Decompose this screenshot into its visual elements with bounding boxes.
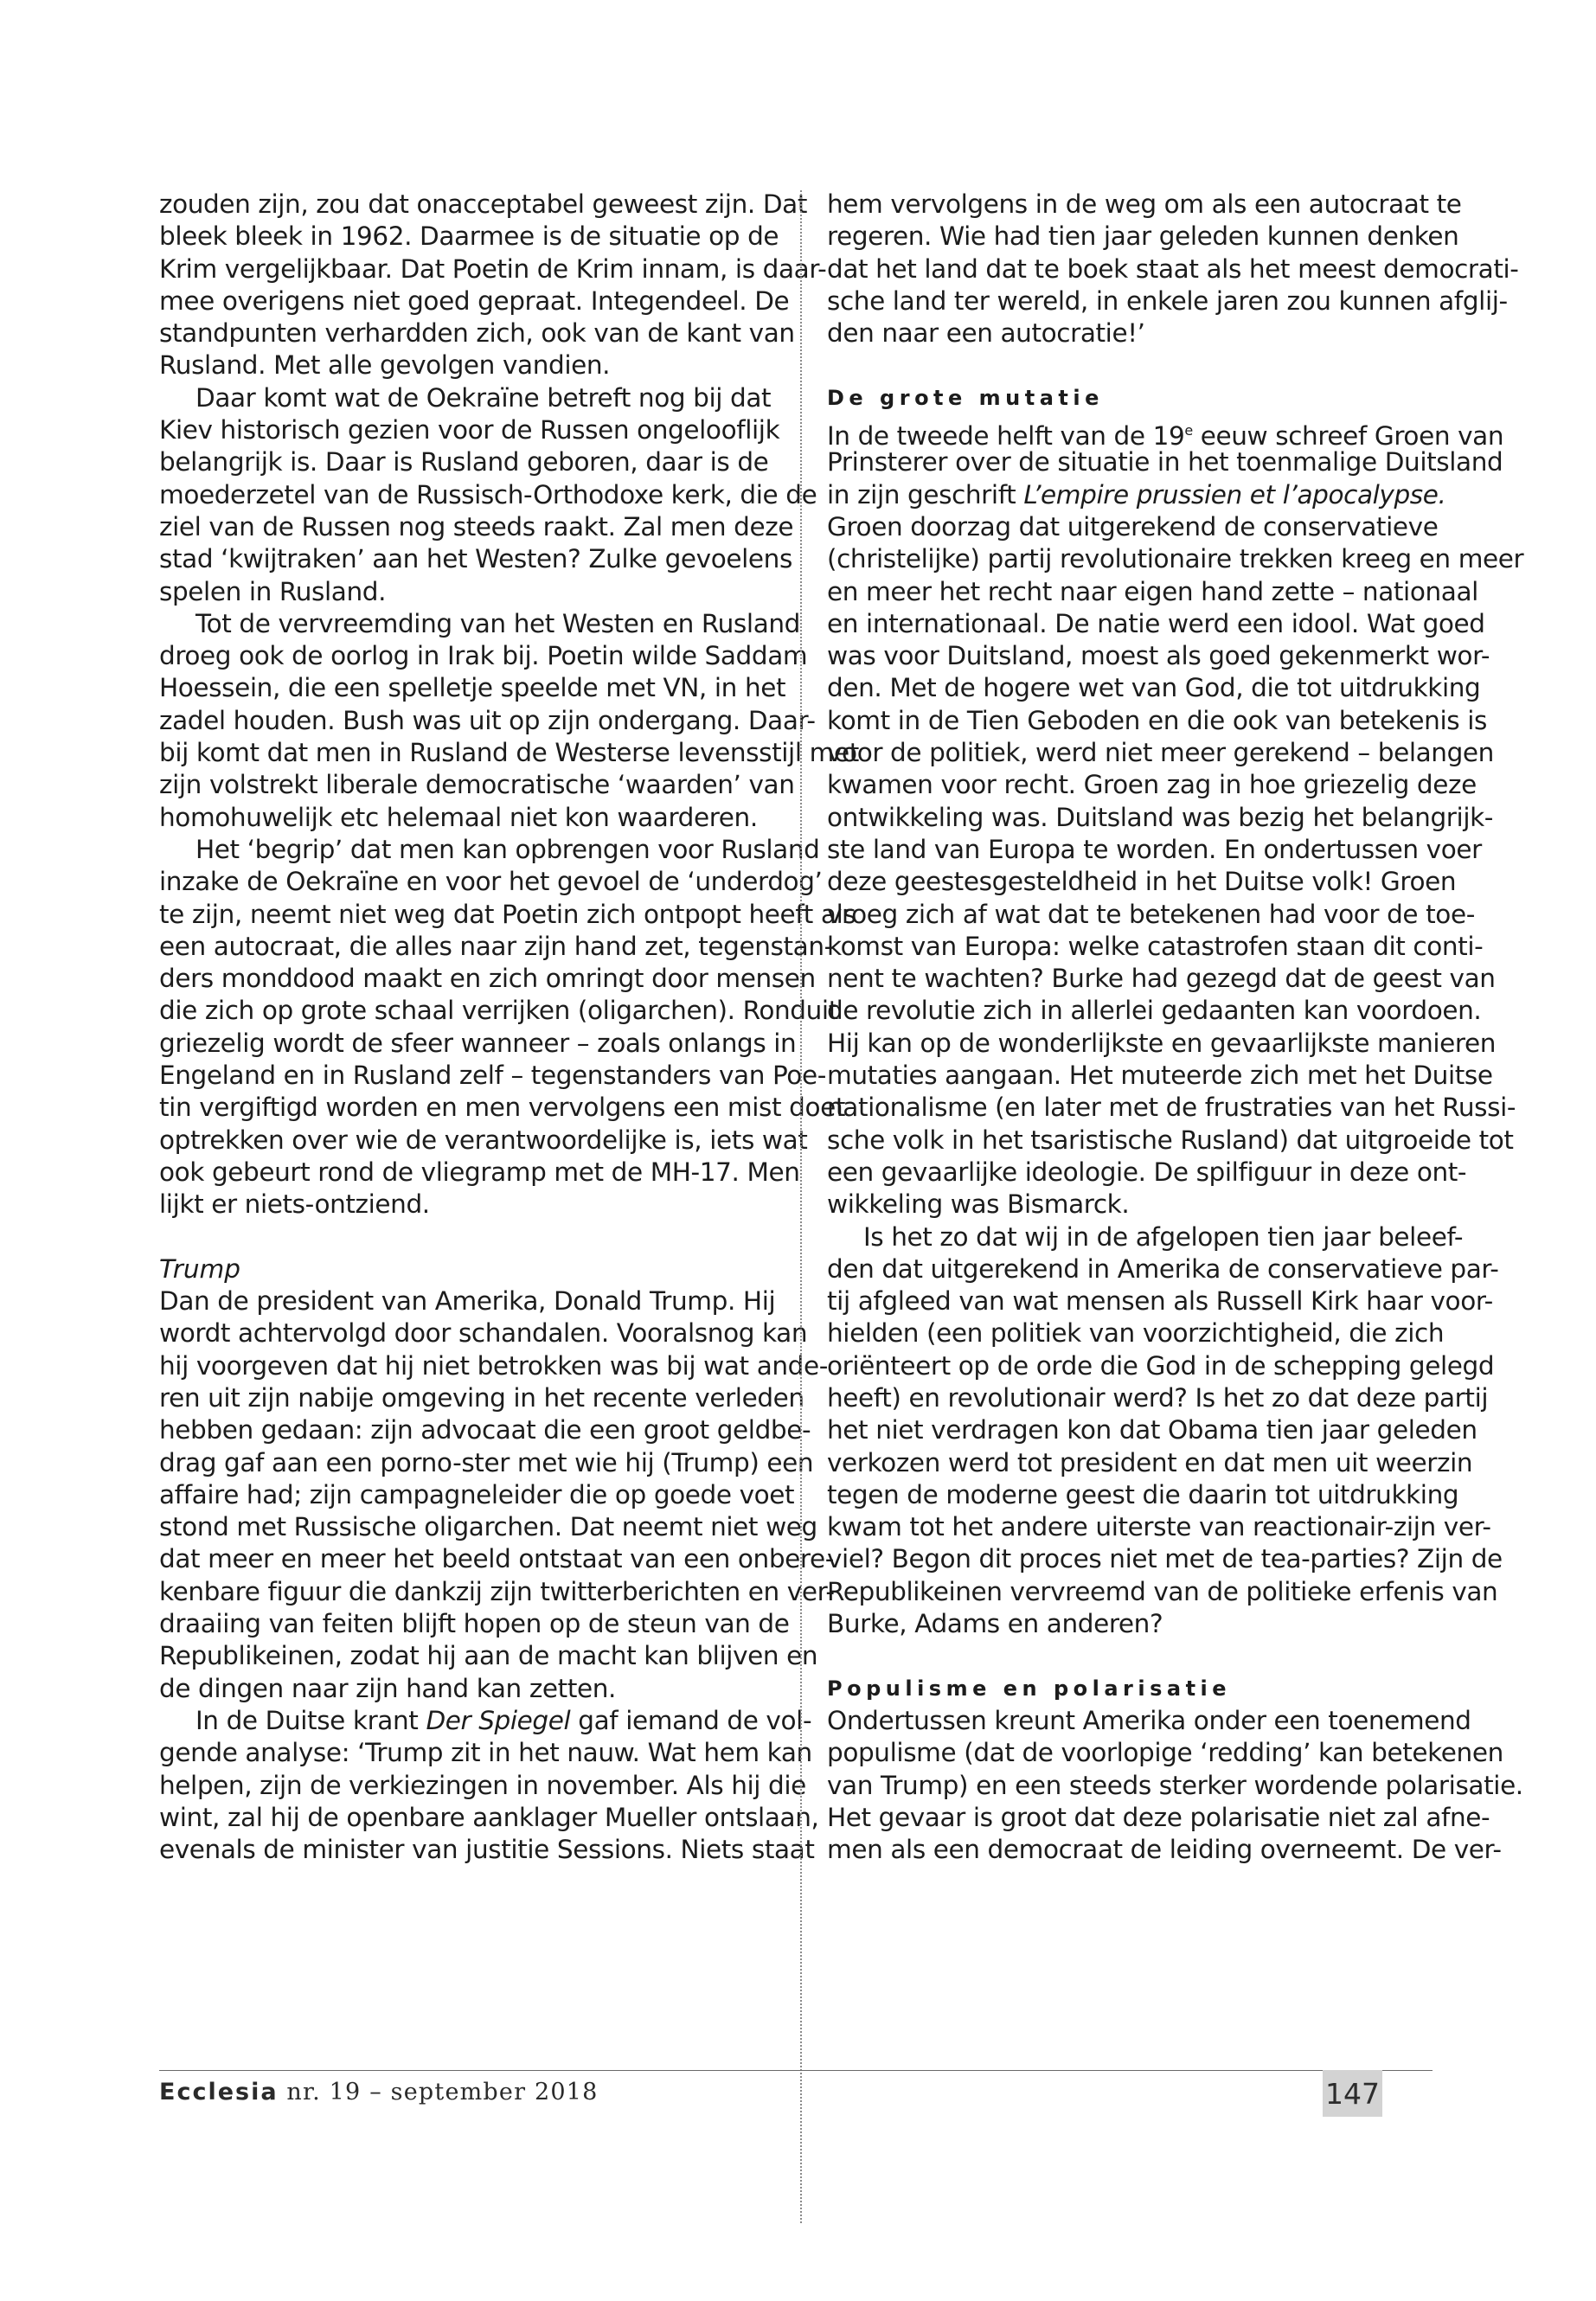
text-line: populisme (dat de voorlopige ‘redding’ kan betekenen bbox=[827, 1738, 1503, 1768]
text-line: den naar een autocratie!’ bbox=[827, 318, 1145, 349]
text-line: Rusland. Met alle gevolgen vandien. bbox=[159, 350, 611, 381]
text-line: ziel van de Russen nog steeds raakt. Zal men deze bbox=[159, 511, 794, 542]
text-line: zijn volstrekt liberale democratische ‘waarden’ van bbox=[159, 770, 795, 800]
text-line: een autocraat, die alles naar zijn hand zet, tegenstan- bbox=[159, 931, 833, 961]
text-line: verkozen werd tot president en dat men uit weerzin bbox=[827, 1447, 1473, 1477]
text-line: evenals de minister van justitie Sessions. Niets staat bbox=[159, 1835, 815, 1865]
text-line: sche land ter wereld, in enkele jaren zou kunnen afglij- bbox=[827, 285, 1508, 316]
text-line: mutaties aangaan. Het muteerde zich met het Duitse bbox=[827, 1061, 1493, 1091]
text-line: tij afgleed van wat mensen als Russell Kirk haar voor- bbox=[827, 1286, 1493, 1317]
text-line: moederzetel van de Russisch-Orthodoxe kerk, die de bbox=[159, 479, 817, 510]
text-line: en meer het recht naar eigen hand zette – nationaal bbox=[827, 576, 1478, 606]
section-heading-populisme: Populisme en polarisatie bbox=[827, 1676, 1232, 1701]
section-heading-mutatie: De grote mutatie bbox=[827, 385, 1104, 410]
text-line: was voor Duitsland, moest als goed gekenmerkt wor- bbox=[827, 641, 1490, 671]
text-line: heeft) en revolutionair werd? Is het zo dat deze partij bbox=[827, 1382, 1489, 1413]
text-line: Hij kan op de wonderlijkste en gevaarlijkste manieren bbox=[827, 1028, 1497, 1058]
text-line: viel? Begon dit proces niet met de tea-parties? Zijn de bbox=[827, 1544, 1503, 1574]
text-line: sche volk in het tsaristische Rusland) dat uitgroeide tot bbox=[827, 1125, 1514, 1155]
text-line: die zich op grote schaal verrijken (oligarchen). Ronduit bbox=[159, 996, 838, 1026]
text-line: gende analyse: ‘Trump zit in het nauw. Wat hem kan bbox=[159, 1738, 812, 1768]
text-line: ren uit zijn nabije omgeving in het recente verleden bbox=[159, 1382, 804, 1413]
text-line: Dan de president van Amerika, Donald Trump. Hij bbox=[159, 1286, 776, 1317]
text-line: Kiev historisch gezien voor de Russen ongelooflijk bbox=[159, 415, 780, 445]
text-line: Ondertussen kreunt Amerika onder een toenemend bbox=[827, 1705, 1471, 1735]
newspaper-title: Der Spiegel bbox=[426, 1705, 571, 1735]
footer-rule bbox=[159, 2070, 1433, 2071]
text-line: oriënteert op de orde die God in de schepping gelegd bbox=[827, 1350, 1495, 1381]
text-line: zadel houden. Bush was uit op zijn ondergang. Daar- bbox=[159, 705, 816, 735]
text-line: wint, zal hij de openbare aanklager Mueller ontslaan, bbox=[159, 1802, 819, 1832]
text-line: kwamen voor recht. Groen zag in hoe griezelig deze bbox=[827, 770, 1477, 800]
text-line: wordt achtervolgd door schandalen. Vooralsnog kan bbox=[159, 1318, 808, 1349]
text-line: en internationaal. De natie werd een idool. Wat goed bbox=[827, 608, 1485, 638]
text-line: affaire had; zijn campagneleider die op goede voet bbox=[159, 1479, 795, 1509]
text-line: zouden zijn, zou dat onacceptabel geweest zijn. Dat bbox=[159, 189, 807, 219]
text-line: spelen in Rusland. bbox=[159, 576, 387, 606]
text-line: Is het zo dat wij in de afgelopen tien jaar beleef- bbox=[863, 1221, 1464, 1252]
text-line: tegen de moderne geest die daarin tot uitdrukking bbox=[827, 1479, 1459, 1509]
text-line: stad ‘kwijtraken’ aan het Westen? Zulke gevoelens bbox=[159, 544, 792, 574]
text-line: drag gaf aan een porno-ster met wie hij (Trump) een bbox=[159, 1447, 814, 1477]
text-line: droeg ook de oorlog in Irak bij. Poetin wilde Saddam bbox=[159, 641, 808, 671]
text-line: Groen doorzag dat uitgerekend de conservatieve bbox=[827, 511, 1439, 542]
text-fragment: eeuw schreef Groen van bbox=[1192, 420, 1504, 451]
text-line: hem vervolgens in de weg om als een autocraat te bbox=[827, 189, 1462, 219]
text-line: nent te wachten? Burke had gezegd dat de geest van bbox=[827, 964, 1496, 994]
text-line: komt in de Tien Geboden en die ook van betekenis is bbox=[827, 705, 1487, 735]
text-line: Het ‘begrip’ dat men kan opbrengen voor Rusland bbox=[195, 834, 820, 864]
text-line: Republikeinen vervreemd van de politieke erfenis van bbox=[827, 1576, 1498, 1606]
text-line: het niet verdragen kon dat Obama tien jaar geleden bbox=[827, 1415, 1477, 1445]
text-line: wikkeling was Bismarck. bbox=[827, 1189, 1130, 1220]
text-line: vroeg zich af wat dat te betekenen had voor de toe- bbox=[827, 899, 1475, 929]
text-line: dat het land dat te boek staat als het meest democrati- bbox=[827, 253, 1519, 284]
text-line: Engeland en in Rusland zelf – tegenstanders van Poe- bbox=[159, 1061, 826, 1091]
text-fragment: gaf iemand de vol- bbox=[570, 1705, 812, 1735]
journal-name: Ecclesia bbox=[159, 2079, 279, 2106]
text-line: Tot de vervreemding van het Westen en Rusland bbox=[195, 608, 800, 638]
section-heading-trump: Trump bbox=[159, 1253, 241, 1284]
text-line: Republikeinen, zodat hij aan de macht kan blijven en bbox=[159, 1641, 818, 1671]
text-line: Burke, Adams en anderen? bbox=[827, 1609, 1163, 1639]
text-line: ook gebeurt rond de vliegramp met de MH-17. Men bbox=[159, 1157, 800, 1187]
book-title: L’empire prussien et l’apocalypse. bbox=[1023, 479, 1446, 510]
text-line: hij voorgeven dat hij niet betrokken was bij wat ande- bbox=[159, 1350, 828, 1381]
text-line: kenbare figuur die dankzij zijn twitterberichten en ver- bbox=[159, 1576, 835, 1606]
text-line-spiegel bbox=[159, 1705, 812, 1737]
text-line: deze geestesgesteldheid in het Duitse volk! Groen bbox=[827, 867, 1457, 897]
text-line: komst van Europa: welke catastrofen staan dit conti- bbox=[827, 931, 1484, 961]
text-line: Daar komt wat de Oekraïne betreft nog bij dat bbox=[195, 382, 772, 413]
text-line: griezelig wordt de sfeer wanneer – zoals onlangs in bbox=[159, 1028, 797, 1058]
text-line: Hoessein, die een spelletje speelde met VN, in het bbox=[159, 673, 786, 703]
text-line: stond met Russische oligarchen. Dat neemt niet weg bbox=[159, 1512, 817, 1542]
text-line: homohuwelijk etc helemaal niet kon waarderen. bbox=[159, 802, 758, 832]
page-number: 147 bbox=[1323, 2070, 1382, 2117]
text-line: hielden (een politiek van voorzichtigheid, die zich bbox=[827, 1318, 1445, 1349]
text-line: dat meer en meer het beeld ontstaat van een onbere- bbox=[159, 1544, 834, 1574]
text-line: voor de politiek, werd niet meer gerekend – belangen bbox=[827, 738, 1494, 768]
footer-journal-info bbox=[159, 2079, 599, 2106]
text-line: ste land van Europa te worden. En ondertussen voer bbox=[827, 834, 1482, 864]
left-column bbox=[159, 189, 859, 1866]
text-line: Prinsterer over de situatie in het toenmalige Duitsland bbox=[827, 447, 1503, 478]
text-fragment: In de Duitse krant bbox=[195, 1705, 426, 1735]
text-line: tin vergiftigd worden en men vervolgens een mist doet bbox=[159, 1093, 846, 1123]
text-line: een gevaarlijke ideologie. De spilfiguur in deze ont- bbox=[827, 1157, 1467, 1187]
text-line: de dingen naar zijn hand kan zetten. bbox=[159, 1673, 617, 1703]
text-line: ontwikkeling was. Duitsland was bezig het belangrijk- bbox=[827, 802, 1494, 832]
text-line: te zijn, neemt niet weg dat Poetin zich ontpopt heeft als bbox=[159, 899, 856, 929]
text-line: kwam tot het andere uiterste van reactionair-zijn ver- bbox=[827, 1512, 1491, 1542]
text-line: bij komt dat men in Rusland de Westerse levensstijl met bbox=[159, 738, 859, 768]
text-line: nationalisme (en later met de frustraties van het Russi- bbox=[827, 1093, 1516, 1123]
text-line: belangrijk is. Daar is Rusland geboren, daar is de bbox=[159, 447, 769, 478]
text-line: mee overigens niet goed gepraat. Integendeel. De bbox=[159, 285, 790, 316]
text-line: regeren. Wie had tien jaar geleden kunnen denken bbox=[827, 221, 1459, 252]
text-line: den. Met de hogere wet van God, die tot uitdrukking bbox=[827, 673, 1481, 703]
text-line: den dat uitgerekend in Amerika de conservatieve par- bbox=[827, 1253, 1499, 1284]
text-line: hebben gedaan: zijn advocaat die een groot geldbe- bbox=[159, 1415, 811, 1445]
text-line: van Trump) en een steeds sterker wordende polarisatie. bbox=[827, 1770, 1523, 1800]
text-line: (christelijke) partij revolutionaire trekken kreeg en meer bbox=[827, 544, 1524, 574]
text-line: bleek bleek in 1962. Daarmee is de situatie op de bbox=[159, 221, 779, 252]
text-line: inzake de Oekraïne en voor het gevoel de ‘underdog’ bbox=[159, 867, 823, 897]
text-line-book bbox=[827, 479, 1446, 511]
superscript: e bbox=[1184, 422, 1193, 439]
text-fragment: in zijn geschrift bbox=[827, 479, 1024, 510]
text-fragment: In de tweede helft van de 19 bbox=[827, 420, 1185, 451]
text-line: Het gevaar is groot dat deze polarisatie niet zal afne- bbox=[827, 1802, 1490, 1832]
text-line: Krim vergelijkbaar. Dat Poetin de Krim innam, is daar- bbox=[159, 253, 827, 284]
text-line: de revolutie zich in allerlei gedaanten kan voordoen. bbox=[827, 996, 1482, 1026]
right-column bbox=[827, 189, 1524, 1866]
text-line: helpen, zijn de verkiezingen in november. Als hij die bbox=[159, 1770, 806, 1800]
text-line: men als een democraat de leiding overneemt. De ver- bbox=[827, 1835, 1502, 1865]
text-line: lijkt er niets-ontziend. bbox=[159, 1189, 430, 1220]
text-line-century bbox=[827, 414, 1504, 451]
text-line: ders monddood maakt en zich omringt door mensen bbox=[159, 964, 816, 994]
text-line: optrekken over wie de verantwoordelijke is, iets wat bbox=[159, 1125, 808, 1155]
text-line: standpunten verhardden zich, ook van de kant van bbox=[159, 318, 795, 349]
column-divider bbox=[800, 190, 802, 2223]
text-line: draaiing van feiten blijft hopen op de steun van de bbox=[159, 1609, 790, 1639]
issue-info: nr. 19 – september 2018 bbox=[278, 2079, 599, 2106]
